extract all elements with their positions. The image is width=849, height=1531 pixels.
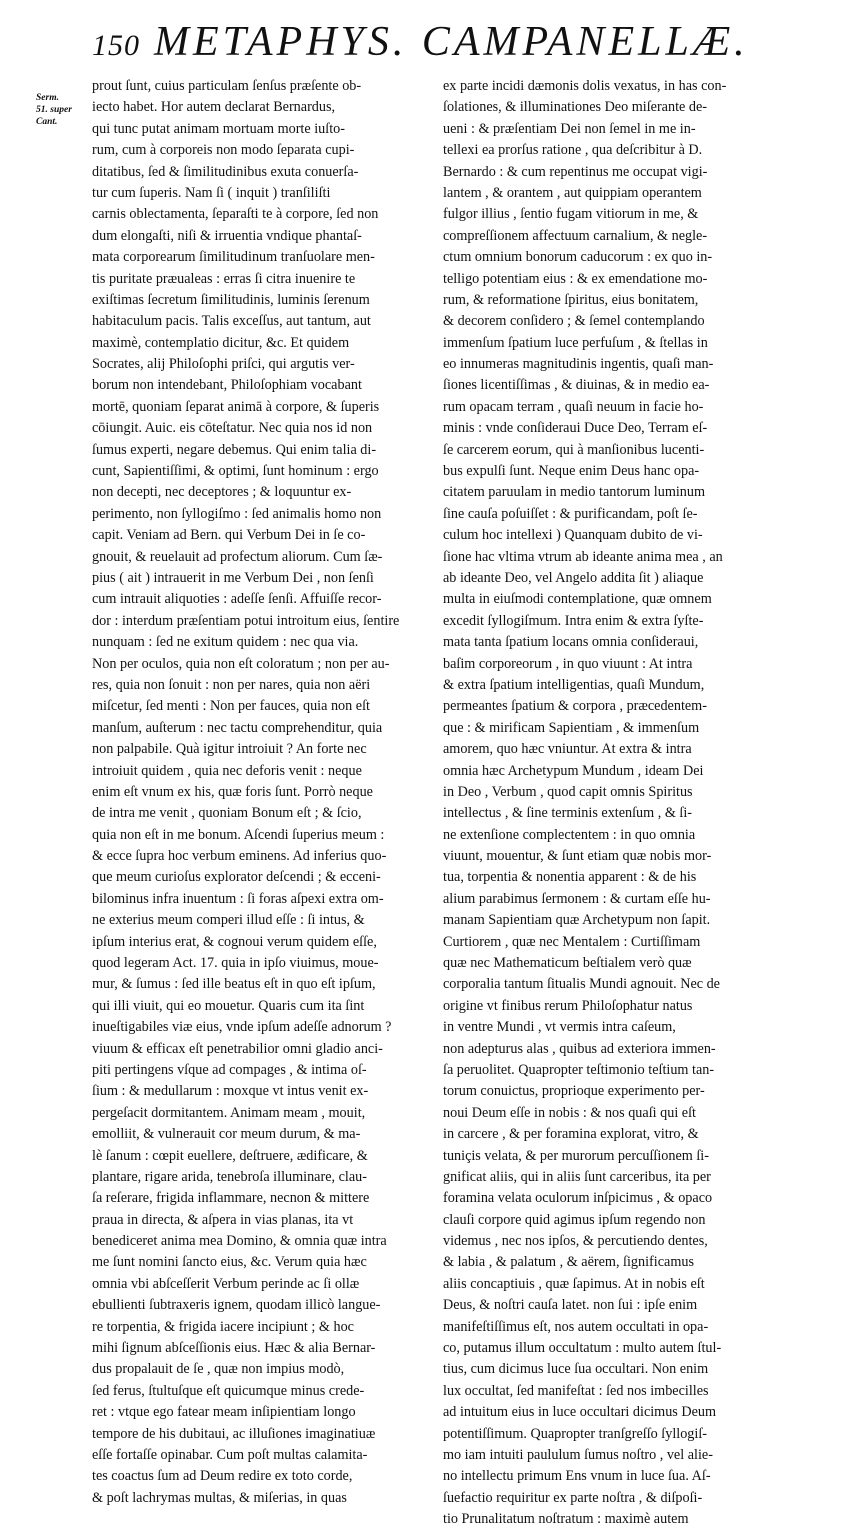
- text-line: culum hoc intellexi ) Quanquam dubito de vi-: [443, 527, 703, 544]
- text-line: mur, & ſumus : ſed ille beatus eſt in quo eſt ipſum,: [92, 976, 376, 993]
- text-line: iecto habet. Hor autem declarat Bernardus,: [92, 99, 336, 116]
- text-line: pius ( ait ) intrauerit in me Verbum Dei , non ſenſi: [92, 569, 374, 586]
- text-line: omnia hæc Archetypum Mundum , ideam Dei: [443, 762, 704, 779]
- text-line: capit. Veniam ad Bern. qui Verbum Dei in ſe co-: [92, 527, 366, 544]
- text-line: tes coactus ſum ad Deum redire ex toto corde,: [92, 1468, 353, 1485]
- text-line: Socrates, alij Philoſophi priſci, qui argutis ver-: [92, 356, 355, 373]
- text-line: eo innumeras magnitudinis ingentis, quaſi man-: [443, 356, 714, 373]
- text-line: que meum curioſus explorator deſcendi ; & ecceni-: [92, 869, 381, 886]
- text-line: foramina velata oculorum inſpicimus , & opaco: [443, 1190, 713, 1207]
- text-line: de intra me venit , quoniam Bonum eſt ; & ſcio,: [92, 805, 362, 822]
- margin-note: [36, 92, 90, 128]
- text-line: in ventre Mundi , vt vermis intra caſeum,: [443, 1019, 676, 1036]
- text-line: & decorem conſidero ; & ſemel contemplando: [443, 313, 705, 330]
- text-line: tur cum ſuperis. Nam ſi ( inquit ) tranſiliſti: [92, 184, 331, 201]
- text-line: co, putamus illum occultatum : multo autem ſtul-: [443, 1340, 722, 1357]
- text-line: permeantes ſpatium & corpora , præcedentem-: [443, 698, 707, 715]
- text-line: cum intrauit aliquoties : adeſſe ſenſi. Affuiſſe recor-: [92, 591, 382, 608]
- text-line: piti pertingens vſque ad compages , & intima oſ-: [92, 1061, 367, 1078]
- text-line: ſine cauſa poſuiſſet : & purificandam, poſt ſe-: [443, 505, 698, 522]
- text-line: ex parte incidi dæmonis dolis vexatus, in has con-: [443, 78, 727, 94]
- text-line: manam Sapientiam quæ Archetypum non ſapit.: [443, 912, 711, 929]
- text-line: & extra ſpatium intelligentias, quaſi Mundum,: [443, 676, 705, 693]
- text-line: & ecce ſupra hoc verbum eminens. Ad inferius quo-: [92, 848, 387, 865]
- text-line: me ſunt nomini ſancto eius, &c. Verum quia hæc: [92, 1254, 367, 1271]
- text-line: ſione hac vltima vtrum ab ideante anima mea , an: [443, 548, 723, 565]
- text-line: manifeſtiſſimus eſt, nos autem occultati in opa-: [443, 1318, 709, 1335]
- text-line: exiſtimas ſecretum ſimilitudinis, luminis ſerenum: [92, 291, 370, 308]
- text-line: cunt, Sapientiſſimi, & optimi, ſunt hominum : ergo: [92, 463, 379, 480]
- text-line: ne extenſione complectentem : in quo omnia: [443, 826, 696, 843]
- text-line: rum, & reformatione ſpiritus, eius bonitatem,: [443, 291, 699, 308]
- text-line: prout ſunt, cuius particulam ſenſus præſente ob-: [92, 78, 362, 94]
- text-line: dus propalauit de ſe , quæ non impius modò,: [92, 1361, 345, 1378]
- right-column: [443, 76, 783, 1531]
- text-line: nunquam : ſed ne exitum quidem : nec qua via.: [92, 634, 359, 651]
- text-line: praua in directa, & aſpera in vias planas, ita vt: [92, 1211, 354, 1228]
- text-line: torum conuictus, proprioque experimento per-: [443, 1083, 705, 1100]
- text-line: ſa reſerare, frigida inflammare, necnon & mittere: [92, 1190, 370, 1207]
- text-line: rum, cum à corporeis non modo ſeparata cupi-: [92, 142, 355, 159]
- text-line: emolliit, & vulnerauit cor meum durum, & ma-: [92, 1126, 361, 1143]
- text-line: maximè, contemplatio dicitur, &c. Et quidem: [92, 334, 350, 351]
- left-column: [92, 76, 432, 1509]
- text-line: ebullienti ſubtraxeris ignem, quodam illicò langue-: [92, 1297, 381, 1314]
- text-line: & poſt lachrymas multas, & miſerias, in quas: [92, 1489, 347, 1506]
- running-title: METAPHYS. CAMPANELLÆ.: [154, 19, 749, 65]
- text-line: qui illi viuit, qui eo mouetur. Quaris cum ita ſint: [92, 997, 365, 1014]
- text-line: omnia vbi abſceſſerit Verbum perinde ac ſi ollæ: [92, 1275, 360, 1292]
- text-line: amorem, quo hæc vniuntur. At extra & intra: [443, 741, 692, 758]
- text-line: fulgor illius , ſentio fugam vitiorum in me, &: [443, 206, 699, 223]
- text-line: ctum omnium bonorum caducorum : ex quo in-: [443, 249, 713, 266]
- text-line: perimento, non ſyllogiſmo : ſed animalis homo non: [92, 505, 382, 522]
- margin-note-line: 51. super: [36, 105, 72, 115]
- text-line: no intellectu primum Ens vnum in luce ſua. Aſ-: [443, 1468, 711, 1485]
- text-line: mortē, quoniam ſeparat animā à corpore, & ſuperis: [92, 398, 380, 415]
- text-line: miſcetur, ſed menti : Non per fauces, quia non eſt: [92, 698, 370, 715]
- text-line: mo iam intuiti paululum ſumus noſtro , vel alie-: [443, 1447, 713, 1463]
- text-line: ſiones licentiſſimas , & diuinas, & in medio ea-: [443, 377, 710, 394]
- text-line: tuniçis velata, & per murorum percuſſionem ſi-: [443, 1147, 709, 1164]
- text-line: manſum, auſterum : nec tactu comprehenditur, quia: [92, 719, 383, 736]
- text-line: mata corporearum ſimilitudinum tranſuolare men-: [92, 249, 375, 266]
- text-line: bus expulſi ſunt. Neque enim Deus hanc opa-: [443, 463, 700, 480]
- text-line: mihi ſignum abſceſſionis eius. Hæc & alia Bernar-: [92, 1340, 376, 1357]
- text-line: re torpentia, & frigida iacere incipiunt ; & hoc: [92, 1318, 354, 1335]
- text-line: eſſe fortaſſe opinabar. Cum poſt multas calamita-: [92, 1447, 368, 1463]
- text-line: ſuefactio requiritur ex parte noſtra , & diſpoſi-: [443, 1489, 703, 1506]
- text-line: tempore de his dubitaui, ac illuſiones imaginatiuæ: [92, 1425, 376, 1442]
- text-line: multa in eiuſmodi contemplatione, quæ omnem: [443, 591, 712, 608]
- text-line: inueſtigabiles viæ eius, vnde ipſum adeſſe adnorum ?: [92, 1019, 392, 1036]
- text-line: ſolationes, & illuminationes Deo miſerante de-: [443, 99, 707, 116]
- text-line: ſa peruolitet. Quapropter teſtimonio teſtium tan-: [443, 1061, 715, 1078]
- text-line: tio Prunalitatum noſtratum : maximè autem: [443, 1511, 689, 1528]
- text-line: aliis concaptiuis , quæ ſapimus. At in nobis eſt: [443, 1275, 705, 1292]
- text-line: enim eſt vnum ex his, quæ foris ſunt. Porrò neque: [92, 783, 373, 800]
- margin-note-line: Serm.: [36, 93, 59, 103]
- text-line: excedit ſyllogiſmum. Intra enim & extra ſyſte-: [443, 612, 704, 629]
- text-line: baſim corporeorum , in quo viuunt : At intra: [443, 655, 693, 672]
- text-line: ſium : & medullarum : moxque vt intus venit ex-: [92, 1083, 369, 1100]
- text-line: ſumus experti, negare debemus. Qui enim talia di-: [92, 441, 377, 458]
- text-line: in Deo , Verbum , quod capit omnis Spiritus: [443, 783, 693, 800]
- text-line: in carcere , & per foramina explorat, vitro, &: [443, 1126, 699, 1143]
- text-line: lux occultat, ſed manifeſtat : ſed nos imbecilles: [443, 1382, 709, 1399]
- text-line: Bernardo : & cum repentinus me occupat vigi-: [443, 163, 708, 180]
- text-line: compreſſionem affectuum carnalium, & negle-: [443, 227, 708, 244]
- text-line: pergeſacit dormitantem. Animam meam , mouit,: [92, 1104, 366, 1121]
- text-line: quia non eſt in me bonum. Aſcendi ſuperius meum :: [92, 826, 385, 843]
- text-line: alium parabimus ſermonem : & curtam eſſe hu-: [443, 890, 711, 907]
- text-line: non adepturus alas , quibus ad exteriora immen-: [443, 1040, 716, 1057]
- text-line: lantem , & orantem , aut quippiam operantem: [443, 184, 702, 201]
- text-line: ditatibus, ſed & ſimilitudinibus exuta conuerſa-: [92, 163, 359, 180]
- text-line: citatem paruulam in medio tantorum luminum: [443, 484, 706, 501]
- text-line: intellectus , & ſine terminis extenſum , & ſi-: [443, 805, 693, 822]
- text-line: dor : interdum præſentiam potui introitum eius, ſentire: [92, 612, 400, 629]
- text-line: introiuit quidem , quia nec deforis venit : neque: [92, 762, 362, 779]
- text-line: immenſum ſpatium luce perfuſum , & ſtellas in: [443, 334, 708, 351]
- text-line: gnouit, & reuelauit ad profectum aliorum. Cum ſæ-: [92, 548, 383, 565]
- text-line: origine vt finibus rerum Philoſophatur natus: [443, 997, 693, 1014]
- text-line: gnificat aliis, qui in aliis ſunt carceribus, ita per: [443, 1168, 711, 1185]
- text-line: videmus , nec nos ipſos, & percutiendo dentes,: [443, 1233, 708, 1250]
- text-line: mata tanta ſpatium locans omnia conſideraui,: [443, 634, 699, 651]
- text-line: ſe carcerem eorum, qui à manſionibus lucenti-: [443, 441, 705, 458]
- text-line: benediceret anima mea Domino, & omnia quæ intra: [92, 1233, 387, 1250]
- page-number: 150: [92, 29, 140, 62]
- text-line: clauſi corpore quid agimus ipſum regendo non: [443, 1211, 706, 1228]
- text-line: ret : vtque ego fatear meam inſipientiam longo: [92, 1404, 356, 1421]
- text-line: & labia , & palatum , & aërem, ſignificamus: [443, 1254, 694, 1271]
- text-line: ſed ferus, ſtultuſque eſt quicumque minus crede-: [92, 1382, 365, 1399]
- text-line: tius, cum dicimus luce ſua occultari. Non enim: [443, 1361, 709, 1378]
- margin-note-line: Cant.: [36, 117, 58, 127]
- text-line: ad intuitum eius in luce occultari dicimus Deum: [443, 1404, 717, 1421]
- text-line: que : & mirificam Sapientiam , & immenſum: [443, 719, 700, 736]
- page-header: [92, 18, 832, 72]
- text-line: viuunt, mouentur, & ſunt etiam quæ nobis mor-: [443, 848, 712, 865]
- text-line: viuum & efficax eſt penetrabilior omni gladio anci-: [92, 1040, 383, 1057]
- text-line: cōiungit. Auic. eis cōteſtatur. Nec quia nos id non: [92, 420, 373, 437]
- text-line: ipſum interius erat, & cognoui verum quidem eſſe,: [92, 933, 377, 950]
- text-line: bilominus infra inuentum : ſi foras aſpexi extra om-: [92, 890, 384, 907]
- text-line: Curtiorem , quæ nec Mentalem : Curtiſſimam: [443, 933, 701, 950]
- text-line: quod legeram Act. 17. quia in ipſo viuimus, moue-: [92, 955, 379, 972]
- text-line: carnis oblectamenta, ſeparaſti te à corpore, ſed non: [92, 206, 379, 223]
- text-line: quæ nec Mathematicum beſtialem verò quæ: [443, 955, 692, 972]
- text-line: qui tunc putat animam mortuam morte iuſto-: [92, 120, 345, 137]
- text-line: potentiſſimum. Quapropter tranſgreſſo ſyllogiſ-: [443, 1425, 707, 1442]
- text-line: dum elongaſti, niſi & irruentia vndique phantaſ-: [92, 227, 362, 244]
- text-line: habitaculum pacis. Talis exceſſus, aut tantum, aut: [92, 313, 371, 330]
- text-line: ab ideante Deo, vel Angelo addita ſit ) aliaque: [443, 569, 704, 586]
- text-line: non palpabile. Quà igitur introiuit ? An forte nec: [92, 741, 367, 758]
- text-line: ne exterius meum comperi illud eſſe : ſi intus, &: [92, 912, 365, 929]
- text-line: ueni : & præſentiam Dei non ſemel in me in-: [443, 120, 696, 137]
- text-line: tis puritate præualeas : erras ſi citra inuenire te: [92, 270, 356, 287]
- text-line: plantare, rigare arida, tenebroſa illuminare, clau-: [92, 1168, 367, 1185]
- text-line: lè ſanum : cœpit euellere, deſtruere, ædificare, &: [92, 1147, 368, 1164]
- text-line: res, quia non ſonuit : non per nares, quia non aëri: [92, 676, 371, 693]
- text-line: minis : vnde conſideraui Duce Deo, Terram eſ-: [443, 420, 708, 437]
- text-line: corporalia tantum ſitualis Mundi agnouit. Nec de: [443, 976, 720, 993]
- text-line: noui Deum eſſe in nobis : & nos quaſi qui eſt: [443, 1104, 696, 1121]
- text-line: tellexi ea prorſus ratione , qua deſcribitur à D.: [443, 142, 703, 159]
- text-line: telligo potentiam eius : & ex emendatione mo-: [443, 270, 708, 287]
- text-line: non decepti, nec deceptores ; & loquuntur ex-: [92, 484, 352, 501]
- text-line: tua, torpentia & nonentia apparent : & de his: [443, 869, 697, 886]
- text-line: rum opacam terram , quaſi neuum in facie ho-: [443, 398, 704, 415]
- text-line: Non per oculos, quia non eſt coloratum ; non per au-: [92, 655, 390, 672]
- text-line: Deus, & noſtri cauſa latet. non ſui : ipſe enim: [443, 1297, 698, 1314]
- text-line: borum non intendebant, Philoſophiam vocabant: [92, 377, 362, 394]
